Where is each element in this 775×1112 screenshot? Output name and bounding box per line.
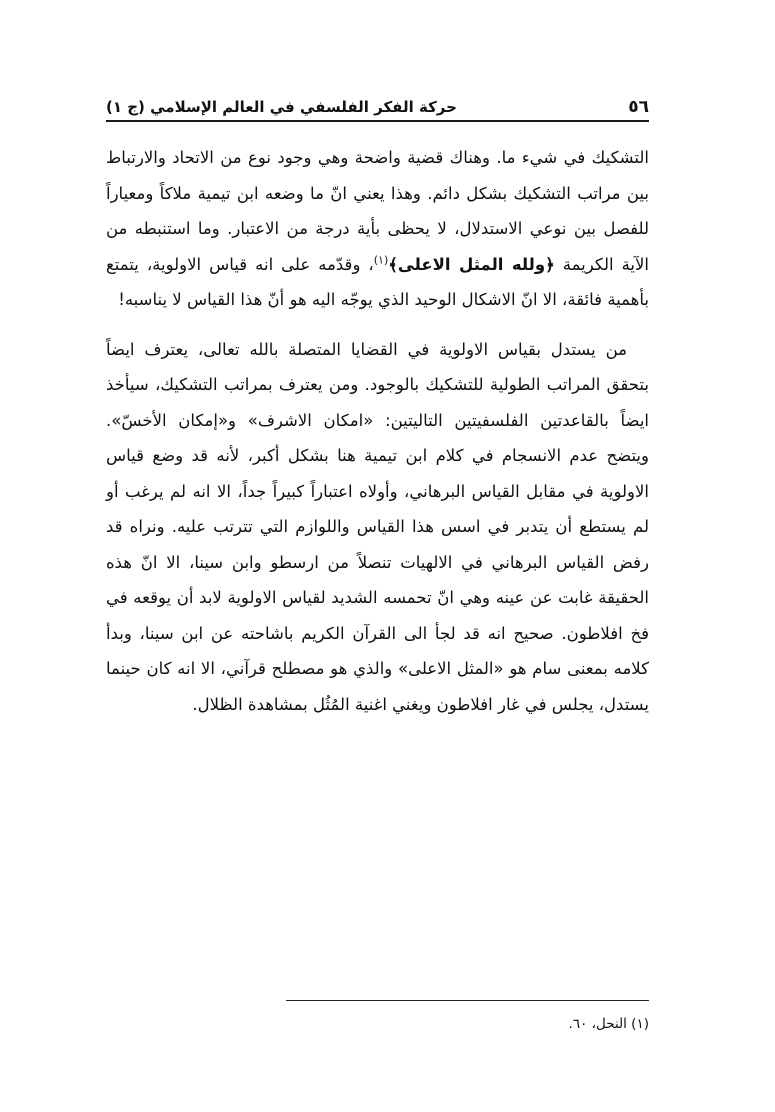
paragraph: من يستدل بقياس الاولوية في القضايا المتصلة بالله تعالى، يعترف ايضاً بتحقق المراتب الطولية للتشكيك بالوجود. ومن يعترف بمراتب التشكيك، سيأخذ ايضاً بالقاعدتين الفلسفيتين التاليتين: «امكان الاشرف» و«إمكان الأخسّ». ويتضح عدم الانسجام في كلام ابن تيمية هنا بشكل أكبر، لأنه قد وضع قياس الاولوية في مقابل القياس البرهاني، وأولاه اعتباراً كبيراً جداً، الا انه لم يرغب أو لم يستطع أن يتدبر في اسس هذا القياس واللوازم التي تترتب عليه. ونراه قد رفض القياس البرهاني في الالهيات تنصلاً من ارسطو وابن سينا، الا انّ هذه الحقيقة غابت عن عينه وهي انّ تحمسه الشديد لقياس الاولوية لابد أن يوقعه في فخ افلاطون. صحيح انه قد لجأ الى القرآن الكريم باشاحته عن ابن سينا، وبدأ كلامه بمعنى سام هو «المثل الاعلى» والذي هو مصطلح قرآني، الا انه كان حينما يستدل، يجلس في غار افلاطون ويغني اغنية المُثُل بمشاهدة الظلال. (106, 339, 649, 714)
paragraph-text: التشكيك في شيء ما. وهناك قضية واضحة وهي وجود نوع من الاتحاد والارتباط بين مراتب التشكيك بشكل دائم. وهذا يعني انّ ما وضعه ابن تيمية ملاكاً ومعياراً للفصل بين نوعي الاستدلال، لا يحظى بأية درجة من الاعتبار. وما استنبطه من الآية الكريمة (106, 148, 649, 274)
page-number: ٥٦ (628, 97, 649, 117)
footnote-reference[interactable]: (١) (373, 253, 389, 266)
paragraph (106, 140, 649, 318)
footnote: (١) النحل، ٦٠. (568, 1016, 649, 1032)
paragraph-text: ، وقدّمه على انه قياس الاولوية، يتمتع بأهمية فائقة، الا انّ الاشكال الوحيد الذي يوجّه اليه هو أنّ هذا القياس لا يناسبه! (106, 254, 649, 309)
footnote-divider (286, 1000, 649, 1001)
body-text (106, 140, 649, 722)
running-title: حركة الفكر الفلسفي في العالم الإسلامي (ج ١) (106, 98, 457, 116)
quran-verse: ﴿ولله المثل الاعلى﴾ (388, 254, 555, 274)
running-header (106, 88, 649, 122)
